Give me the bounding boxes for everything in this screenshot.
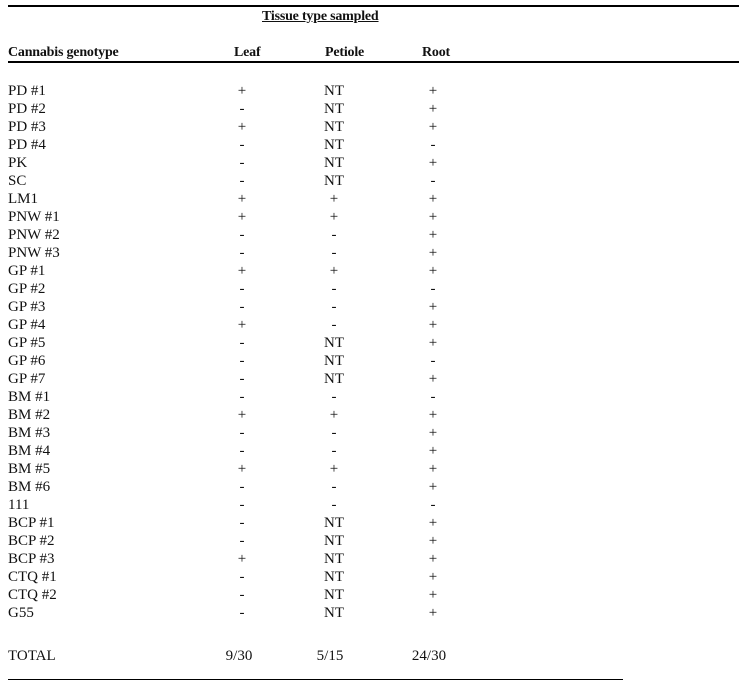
petiole-cell: NT (324, 569, 344, 585)
header-rule (8, 61, 739, 63)
leaf-cell: - (239, 479, 245, 495)
table-row (0, 604, 739, 622)
table-row (0, 172, 739, 190)
petiole-cell: NT (324, 83, 344, 99)
leaf-cell: + (237, 263, 247, 279)
leaf-cell: - (239, 101, 245, 117)
leaf-cell: - (239, 299, 245, 315)
root-cell: + (428, 245, 438, 261)
root-cell: - (430, 173, 436, 189)
total-label: TOTAL (8, 648, 56, 664)
table-row (0, 424, 739, 442)
petiole-cell: - (331, 299, 337, 315)
genotype-cell: PNW #2 (8, 227, 60, 243)
root-cell: + (428, 479, 438, 495)
petiole-cell: - (331, 281, 337, 297)
root-cell: + (428, 605, 438, 621)
leaf-cell: - (239, 389, 245, 405)
petiole-cell: NT (324, 533, 344, 549)
leaf-cell: - (239, 335, 245, 351)
leaf-cell: + (237, 551, 247, 567)
root-cell: - (430, 281, 436, 297)
petiole-cell: + (329, 263, 339, 279)
table-row (0, 280, 739, 298)
petiole-cell: NT (324, 587, 344, 603)
column-header-root: Root (422, 45, 450, 60)
leaf-cell: - (239, 533, 245, 549)
petiole-cell: NT (324, 173, 344, 189)
leaf-cell: - (239, 569, 245, 585)
genotype-cell: GP #7 (8, 371, 46, 387)
leaf-cell: - (239, 245, 245, 261)
petiole-cell: NT (324, 137, 344, 153)
top-rule (8, 5, 739, 7)
root-cell: + (428, 515, 438, 531)
genotype-cell: PD #3 (8, 119, 46, 135)
root-cell: + (428, 155, 438, 171)
petiole-cell: NT (324, 101, 344, 117)
genotype-cell: LM1 (8, 191, 38, 207)
root-cell: + (428, 335, 438, 351)
total-row (0, 647, 739, 665)
spanning-header-tissue-type: Tissue type sampled (262, 9, 379, 24)
table-row (0, 100, 739, 118)
petiole-cell: NT (324, 119, 344, 135)
genotype-cell: BCP #3 (8, 551, 55, 567)
leaf-cell: + (237, 191, 247, 207)
root-cell: + (428, 407, 438, 423)
genotype-cell: PD #2 (8, 101, 46, 117)
root-cell: + (428, 461, 438, 477)
genotype-cell: SC (8, 173, 27, 189)
root-cell: + (428, 551, 438, 567)
root-cell: + (428, 533, 438, 549)
total-petiole: 5/15 (316, 648, 344, 664)
petiole-cell: NT (324, 551, 344, 567)
leaf-cell: + (237, 209, 247, 225)
leaf-cell: - (239, 227, 245, 243)
table-row (0, 352, 739, 370)
table-row (0, 154, 739, 172)
leaf-cell: - (239, 371, 245, 387)
root-cell: - (430, 389, 436, 405)
root-cell: + (428, 443, 438, 459)
table-row (0, 118, 739, 136)
table-row (0, 208, 739, 226)
column-header-leaf: Leaf (234, 45, 261, 60)
genotype-cell: GP #6 (8, 353, 46, 369)
table-row (0, 370, 739, 388)
table-body (0, 82, 739, 622)
table-row (0, 82, 739, 100)
petiole-cell: - (331, 443, 337, 459)
total-leaf: 9/30 (225, 648, 253, 664)
root-cell: + (428, 119, 438, 135)
leaf-cell: - (239, 281, 245, 297)
root-cell: + (428, 209, 438, 225)
petiole-cell: NT (324, 515, 344, 531)
petiole-cell: + (329, 191, 339, 207)
root-cell: + (428, 425, 438, 441)
petiole-cell: - (331, 227, 337, 243)
genotype-cell: PK (8, 155, 28, 171)
root-cell: + (428, 83, 438, 99)
genotype-cell: BM #2 (8, 407, 51, 423)
genotype-cell: BM #3 (8, 425, 51, 441)
bottom-rule (8, 679, 623, 680)
table-row (0, 298, 739, 316)
petiole-cell: + (329, 461, 339, 477)
petiole-cell: + (329, 209, 339, 225)
root-cell: + (428, 371, 438, 387)
leaf-cell: + (237, 83, 247, 99)
leaf-cell: + (237, 317, 247, 333)
petiole-cell: - (331, 389, 337, 405)
root-cell: + (428, 227, 438, 243)
root-cell: + (428, 569, 438, 585)
leaf-cell: - (239, 155, 245, 171)
leaf-cell: + (237, 119, 247, 135)
column-header-genotype: Cannabis genotype (8, 45, 119, 60)
petiole-cell: NT (324, 335, 344, 351)
total-root: 24/30 (411, 648, 447, 664)
root-cell: - (430, 497, 436, 513)
genotype-cell: BM #1 (8, 389, 51, 405)
petiole-cell: - (331, 425, 337, 441)
genotype-cell: GP #5 (8, 335, 46, 351)
table-row (0, 496, 739, 514)
table-row (0, 226, 739, 244)
leaf-cell: - (239, 425, 245, 441)
petiole-cell: + (329, 407, 339, 423)
genotype-cell: BM #6 (8, 479, 51, 495)
root-cell: + (428, 101, 438, 117)
leaf-cell: - (239, 137, 245, 153)
leaf-cell: - (239, 443, 245, 459)
genotype-cell: GP #1 (8, 263, 46, 279)
genotype-cell: BCP #2 (8, 533, 55, 549)
root-cell: + (428, 263, 438, 279)
root-cell: + (428, 191, 438, 207)
table-row (0, 244, 739, 262)
leaf-cell: - (239, 605, 245, 621)
table-row (0, 406, 739, 424)
root-cell: - (430, 137, 436, 153)
table-row (0, 586, 739, 604)
root-cell: + (428, 587, 438, 603)
table-row (0, 316, 739, 334)
table-row (0, 532, 739, 550)
root-cell: - (430, 353, 436, 369)
table-row (0, 442, 739, 460)
leaf-cell: - (239, 587, 245, 603)
table-row (0, 460, 739, 478)
genotype-cell: PNW #3 (8, 245, 60, 261)
petiole-cell: NT (324, 353, 344, 369)
table-row (0, 334, 739, 352)
petiole-cell: - (331, 245, 337, 261)
genotype-cell: PD #4 (8, 137, 46, 153)
column-header-petiole: Petiole (325, 45, 365, 60)
root-cell: + (428, 317, 438, 333)
genotype-cell: CTQ #1 (8, 569, 57, 585)
genotype-cell: PNW #1 (8, 209, 60, 225)
genotype-cell: BCP #1 (8, 515, 55, 531)
petiole-cell: NT (324, 155, 344, 171)
leaf-cell: + (237, 461, 247, 477)
table-row (0, 550, 739, 568)
genotype-cell: BM #5 (8, 461, 51, 477)
root-cell: + (428, 299, 438, 315)
genotype-cell: 111 (8, 497, 30, 513)
leaf-cell: - (239, 515, 245, 531)
table-row (0, 514, 739, 532)
petiole-cell: - (331, 479, 337, 495)
leaf-cell: + (237, 407, 247, 423)
petiole-cell: - (331, 497, 337, 513)
genotype-cell: PD #1 (8, 83, 46, 99)
table-row (0, 136, 739, 154)
petiole-cell: NT (324, 371, 344, 387)
genotype-cell: G55 (8, 605, 34, 621)
table-row (0, 388, 739, 406)
table-row (0, 478, 739, 496)
petiole-cell: NT (324, 605, 344, 621)
genotype-cell: GP #2 (8, 281, 46, 297)
genotype-cell: GP #4 (8, 317, 46, 333)
table-row (0, 568, 739, 586)
table-row (0, 190, 739, 208)
genotype-cell: GP #3 (8, 299, 46, 315)
leaf-cell: - (239, 173, 245, 189)
leaf-cell: - (239, 353, 245, 369)
genotype-cell: BM #4 (8, 443, 51, 459)
table-row (0, 262, 739, 280)
leaf-cell: - (239, 497, 245, 513)
genotype-cell: CTQ #2 (8, 587, 57, 603)
petiole-cell: - (331, 317, 337, 333)
